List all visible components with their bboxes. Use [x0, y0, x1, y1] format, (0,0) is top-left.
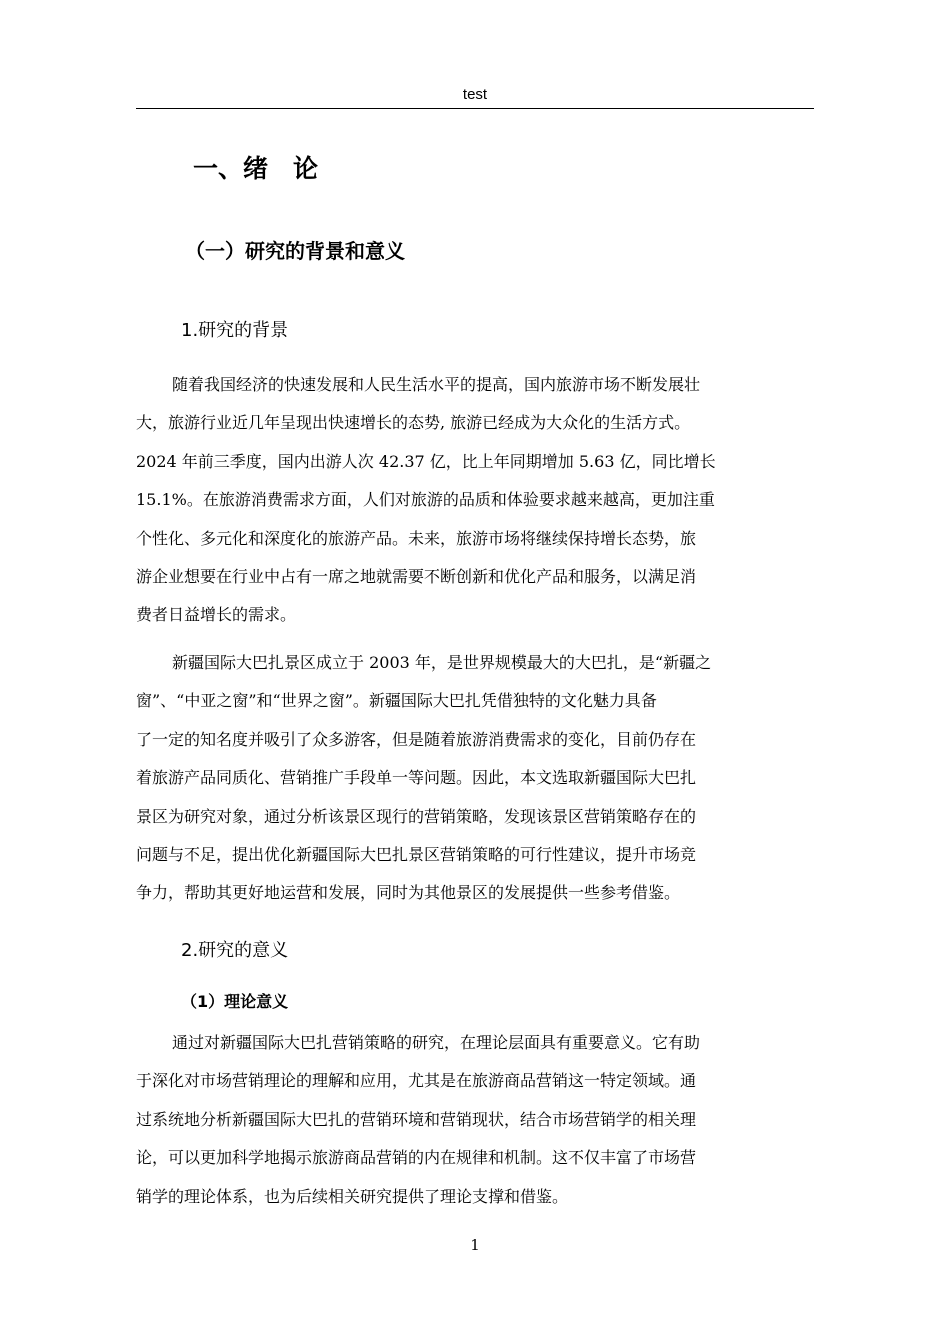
text-line: 过系统地分析新疆国际大巴扎的营销环境和营销现状，结合市场营销学的相关理: [136, 1109, 697, 1129]
subsection-title-significance: 2.研究的意义: [181, 940, 289, 961]
page-number: 1: [470, 1236, 480, 1254]
paragraph-theory: [136, 1024, 814, 1216]
header-divider: [136, 108, 814, 109]
text-line: 新疆国际大巴扎景区成立于 2003 年，是世界规模最大的大巴扎，是“新疆之: [172, 653, 712, 672]
text-line: 通过对新疆国际大巴扎营销策略的研究，在理论层面具有重要意义。它有助: [172, 1033, 701, 1052]
text-line: 论，可以更加科学地揭示旅游商品营销的内在规律和机制。这不仅丰富了市场营: [136, 1148, 697, 1168]
text-line: 游企业想要在行业中占有一席之地就需要不断创新和优化产品和服务，以满足消: [136, 566, 697, 586]
page-header: test: [462, 86, 488, 103]
text-line: 个性化、多元化和深度化的旅游产品。未来，旅游市场将继续保持增长态势，旅: [136, 528, 697, 548]
subsubsection-title-theory: （1）理论意义: [181, 992, 289, 1011]
text-line: 争力，帮助其更好地运营和发展，同时为其他景区的发展提供一些参考借鉴。: [136, 883, 681, 903]
text-line: 问题与不足，提出优化新疆国际大巴扎景区营销策略的可行性建议，提升市场竞: [136, 844, 697, 864]
text-line: 15.1%。在旅游消费需求方面，人们对旅游的品质和体验要求越来越高，更加注重: [136, 490, 715, 510]
paragraph-background-2: [136, 644, 814, 913]
text-line: 着旅游产品同质化、营销推广手段单一等问题。因此，本文选取新疆国际大巴扎: [136, 768, 697, 788]
text-line: 费者日益增长的需求。: [136, 605, 297, 625]
text-line: 于深化对市场营销理论的理解和应用，尤其是在旅游商品营销这一特定领域。通: [136, 1071, 697, 1091]
chapter-title: 一、绪 论: [193, 154, 319, 183]
paragraph-background-1: [136, 366, 814, 635]
text-line: 2024 年前三季度，国内出游人次 42.37 亿，比上年同期增加 5.63 亿，同比增长: [136, 451, 716, 471]
text-line: 销学的理论体系，也为后续相关研究提供了理论支撑和借鉴。: [136, 1186, 569, 1206]
section-title: （一）研究的背景和意义: [185, 239, 405, 263]
text-line: 景区为研究对象，通过分析该景区现行的营销策略，发现该景区营销策略存在的: [136, 806, 697, 826]
text-line: 随着我国经济的快速发展和人民生活水平的提高，国内旅游市场不断发展壮: [172, 375, 701, 394]
subsection-title-background: 1.研究的背景: [181, 320, 289, 341]
text-line: 大，旅游行业近几年呈现出快速增长的态势, 旅游已经成为大众化的生活方式。: [136, 413, 691, 433]
text-line: 窗”、“中亚之窗”和“世界之窗”。新疆国际大巴扎凭借独特的文化魅力具备: [136, 691, 657, 711]
text-line: 了一定的知名度并吸引了众多游客，但是随着旅游消费需求的变化，目前仍存在: [136, 729, 697, 749]
